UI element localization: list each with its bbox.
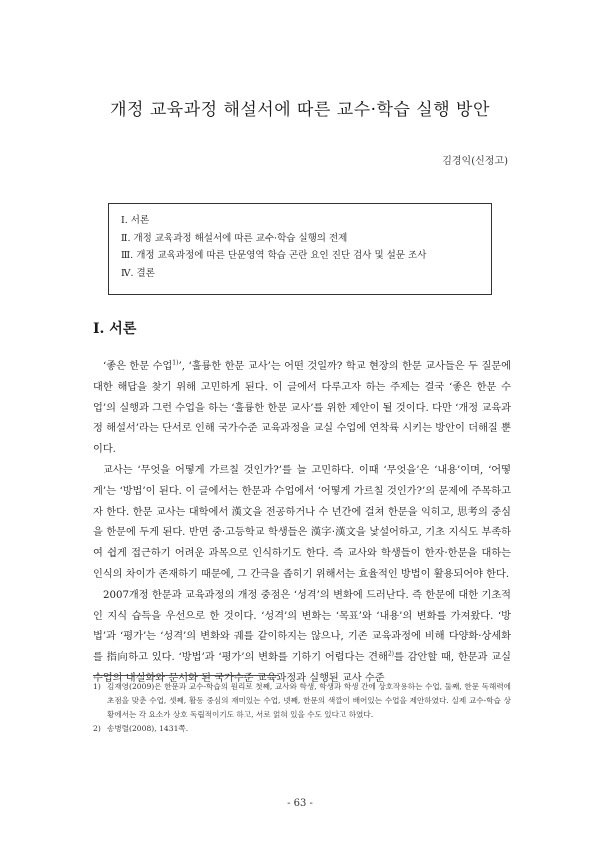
toc-item: Ⅲ. 개정 교육과정에 따른 단문영역 학습 곤란 요인 진단 검사 및 설문 조사 [121,250,427,261]
paragraph [93,357,511,461]
page-number: - 63 - [287,798,313,809]
toc-item: Ⅳ. 결론 [121,267,155,279]
paper-title: 개정 교육과정 해설서에 따른 교수·학습 실행 방안 [110,100,490,120]
paragraph: 교사는 ‘무엇을 어떻게 가르칠 것인가?’를 늘 고민하다. 이때 ‘무엇을’은 ‘내용’이며, ‘어떻게’는 ‘방법’이 된다. 이 글에서는 한문과 수업에서 ‘어떻게 가르칠 것인가?’의 문제에 주목하고자 한다. 한문 교사는 대학에서 漢文을 전공하거나 수 년간에 걸쳐 한문을 익히고, 思考의 중심을 한문에 두게 된다. 반면 중·고등학교 학생들은 漢字·漢文을 낯설어하고, 기초 지식도 부족하여 쉽게 접근하기 어려운 과목으로 인식하기도 한다. 즉 교사와 학생들이 한자·한문을 대하는 인식의 차이가 존재하기 때문에, 그 간극을 좁히기 위해서는 효율적인 방법이 활용되어야 한다. [93,464,511,580]
section-heading: Ⅰ. 서론 [93,321,137,337]
footnote-text: 송병렬(2008), 1431쪽. [107,724,189,733]
footnote [93,680,511,722]
toc-item: Ⅱ. 개정 교육과정 해설서에 따른 교수·학습 실행의 전제 [121,232,348,244]
footnote-number: 2) [93,724,101,733]
footnote-ref[interactable]: 1) [172,359,179,367]
toc-item: Ⅰ. 서론 [121,215,150,226]
footnote [93,722,511,736]
body-text [93,357,511,690]
footnote-number: 1) [93,682,101,691]
paragraph-text: 를 감안할 때, 한문과 교실 수업의 내실화와 문서화 된 국가수준 교육과정과 실행된 교사 수준 [93,652,511,684]
footnotes [93,680,511,736]
paragraph-text: ‘좋은 한문 수업 [103,361,173,372]
footnote-text: 김재영(2009)은 한문과 교수-학습의 원리로 첫째, 교사와 학생, 학생과 학생 간에 상호작용하는 수업, 둘째, 한문 독해력에 초점을 맞춘 수업, 셋째, 활동 중심의 재미있는 수업, 넷째, 한문의 색깔이 배어있는 수업을 제안하였다. 실제 교수-학습 상황에서는 각 요소가 상호 독립적이기도 하고, 서로 얽혀 있을 수도 있다고 하였다. [107,682,511,719]
paragraph-text: ’, ‘훌륭한 한문 교사’는 어떤 것일까? 학교 현장의 한문 교사들은 두 질문에 대한 해답을 찾기 위해 고민하게 된다. 이 글에서 다루고자 하는 주제는 결국 ‘좋은 한문 수업’의 실행과 그런 수업을 하는 ‘훌륭한 한문 교사’를 위한 제안이 될 것이다. 다만 ‘개정 교육과정 해설서’라는 단서로 인해 국가수준 교육과정을 교실 수업에 연착륙 시키는 방안이 더해질 뿐이다. [93,361,511,456]
author-affiliation: 김경익(신정고) [442,156,508,167]
footnote-ref[interactable]: 2) [387,650,394,658]
paragraph-text: 2007개정 한문과 교육과정의 개정 중점은 ‘성격’의 변화에 드러난다. 즉 한문에 대한 기초적인 지식 습득을 우선으로 한 것이다. ‘성격’의 변화는 ‘목표’와 ‘내용’의 변화를 가져왔다. ‘방법’과 ‘평가’는 ‘성격’의 변화와 궤를 같이하지는 않으나, 기존 교육과정에 비해 다양화·상세화를 指向하고 있다. ‘방법’과 ‘평가’의 변화를 기하기 어렵다는 견해 [93,589,511,664]
footnote-divider [93,675,279,676]
table-of-contents [108,203,492,295]
